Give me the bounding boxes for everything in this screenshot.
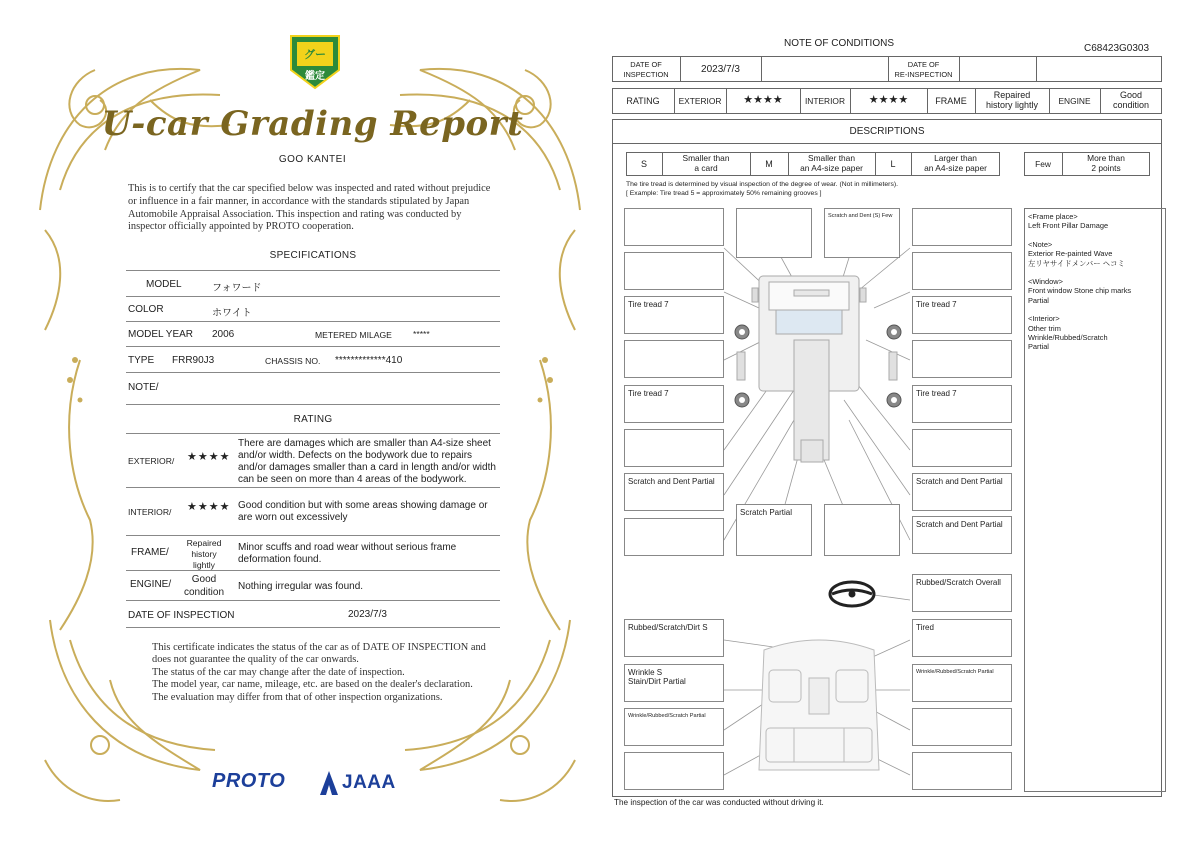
divider	[126, 487, 500, 488]
engine-value	[1100, 90, 1162, 110]
cell-text-line: Wrinkle S	[628, 668, 663, 677]
proto-logo: PROTO	[212, 770, 286, 792]
legend-line: a card	[694, 163, 718, 173]
legend-m: M	[765, 159, 773, 169]
divider	[1036, 56, 1037, 82]
cell-text: Wrinkle/Rubbed/Scratch Partial	[916, 669, 994, 675]
label-line: RE-INSPECTION	[894, 70, 953, 79]
frame-value-line1: Repaired	[186, 538, 222, 548]
value-line: Repaired	[993, 90, 1031, 100]
frame-label: FRAME	[935, 96, 967, 106]
legend-line: Larger than	[934, 153, 977, 163]
note-text: Other trim	[1028, 323, 1061, 333]
note-text: Wrinkle/Rubbed/Scratch	[1028, 333, 1108, 343]
interior-cell-dash	[624, 619, 724, 657]
engine-description: Nothing irregular was found.	[238, 581, 364, 592]
legend-few: Few	[1035, 159, 1051, 169]
disclaimer-line: The model year, car name, mileage, etc. are based on the dealer's declaration.	[152, 679, 473, 691]
exterior-label: EXTERIOR	[678, 96, 722, 106]
tread-note-line: [ Example: Tire tread 5 = approximately 50% remaining grooves ]	[626, 190, 822, 197]
legend-line: 2 points	[1091, 163, 1121, 173]
rating-title: RATING	[293, 414, 333, 425]
divider	[126, 346, 500, 347]
divider	[126, 433, 500, 434]
value-line: condition	[1112, 100, 1150, 110]
cell-text: Scratch Partial	[740, 508, 793, 517]
legend-line: Smaller than	[682, 153, 730, 163]
engine-value-line2: condition	[183, 587, 225, 598]
cell-text: Scratch and Dent Partial	[628, 477, 715, 486]
cell-text: Rubbed/Scratch/Dirt S	[628, 623, 708, 632]
cell-text: Wrinkle/Rubbed/Scratch Partial	[628, 713, 706, 719]
damage-cell	[624, 340, 724, 378]
rating-label: RATING	[626, 96, 660, 106]
divider	[126, 535, 500, 536]
interior-cell	[912, 708, 1012, 746]
damage-cell-rear-left	[736, 504, 812, 556]
damage-cell	[912, 252, 1012, 290]
frame-value-line3: lightly	[193, 560, 215, 570]
damage-cell	[736, 208, 812, 258]
frame-value-line2: history	[191, 549, 217, 559]
cell-text-line: Stain/Dirt Partial	[628, 677, 686, 686]
frame-place-note	[1028, 212, 1162, 231]
date-of-inspection-label: DATE OF INSPECTION	[128, 610, 235, 621]
legend-line: an A4-size paper	[800, 163, 863, 173]
type-value: FRR90J3	[172, 355, 215, 366]
cell-text: Tire tread 7	[628, 300, 669, 309]
note-text: Front window Stone chip marks	[1028, 286, 1132, 296]
interior-cell-driver-seat	[624, 664, 724, 702]
window-note	[1028, 277, 1162, 305]
truck-top-view	[737, 276, 897, 462]
note-heading: <Note>	[1028, 239, 1053, 249]
model-year-value: 2006	[212, 329, 235, 340]
date-of-inspection-value: 2023/7/3	[348, 609, 387, 620]
date-of-inspection-value: 2023/7/3	[701, 64, 740, 75]
label-line: INSPECTION	[623, 70, 669, 79]
damage-cell	[912, 340, 1012, 378]
damage-cell	[824, 504, 900, 556]
note-heading: <Frame place>	[1028, 212, 1078, 221]
jaaa-logo: JAAA	[342, 772, 396, 793]
label-line: DATE OF	[907, 60, 940, 69]
note-text: Partial	[1028, 295, 1049, 305]
note-of-conditions	[604, 0, 1200, 848]
interior-description: Good condition but with some areas showing damage or are worn out excessively	[238, 500, 488, 523]
condition-notes	[1024, 208, 1166, 792]
issuer-logos	[212, 770, 402, 798]
exterior-stars: ★★★★	[187, 451, 231, 463]
damage-cell-left-rear-tire	[624, 385, 724, 423]
interior-stars: ★★★★	[187, 501, 231, 513]
interior-cell-left-trim	[624, 708, 724, 746]
cell-text: Scratch and Dent Partial	[916, 520, 1003, 529]
report-title: U-car Grading Report	[101, 104, 524, 144]
exterior-label: EXTERIOR/	[128, 456, 175, 466]
cell-text: Tire tread 7	[628, 389, 669, 398]
note-heading: <Interior>	[1028, 314, 1060, 324]
damage-cell	[912, 429, 1012, 467]
chassis-value: *************410	[335, 355, 403, 366]
svg-text:鑑定: 鑑定	[305, 71, 325, 82]
legend-line: Smaller than	[807, 153, 855, 163]
divider	[126, 600, 500, 601]
interior-note	[1028, 314, 1162, 352]
certificate-intro: This is to certify that the car specified below was inspected and rated without prejudice or influence in a fair manner, in accordance with the standards stipulated by Japan Automobile Appraisal Association. This inspection and rating was conducted by inspector officially appointed by PROTO cooperation.	[128, 183, 491, 233]
cell-text: Tire tread 7	[916, 389, 957, 398]
svg-text:グー: グー	[304, 48, 326, 61]
engine-label: ENGINE	[1058, 96, 1091, 106]
damage-cell-right-rear-tire	[912, 385, 1012, 423]
divider	[126, 570, 500, 571]
legend-few-text	[1062, 153, 1150, 173]
damage-cell-rear-right	[912, 516, 1012, 554]
divider	[126, 627, 500, 628]
tread-note-line: The tire tread is determined by visual inspection of the degree of wear. (Not in millimeters).	[626, 181, 898, 188]
interior-stars: ★★★★	[868, 94, 909, 106]
cell-text: Tire tread 7	[916, 300, 957, 309]
report-code: C68423G0303	[1084, 43, 1150, 54]
damage-cell-left-front-tire	[624, 296, 724, 334]
conditions-title: NOTE OF CONDITIONS	[784, 38, 894, 49]
color-label: COLOR	[128, 304, 164, 315]
general-note	[1028, 240, 1162, 268]
legend-s: S	[640, 159, 647, 169]
note-text: Partial	[1028, 342, 1049, 352]
interior-cell	[624, 752, 724, 790]
cell-text: Tired	[916, 623, 934, 632]
legend-line: an A4-size paper	[924, 163, 987, 173]
divider	[126, 372, 500, 373]
label-line: DATE OF	[630, 60, 662, 69]
damage-cell	[624, 208, 724, 246]
goo-kantei-badge	[287, 32, 343, 92]
damage-cell-left-side	[624, 473, 724, 511]
damage-cell-front	[824, 208, 900, 258]
divider	[126, 404, 500, 405]
mileage-label: METERED MILAGE	[315, 330, 392, 340]
exterior-description: There are damages which are smaller than A4-size sheet and/or width. Defects on the bodywork due to repairs and/or damages smaller than a card in length and/or width can be seen on more than 4 areas of the bodywork.	[238, 438, 496, 485]
model-label: MODEL	[146, 279, 182, 290]
damage-cell	[624, 429, 724, 467]
damage-cell	[624, 252, 724, 290]
divider	[126, 270, 500, 271]
damage-cell-right-side	[912, 473, 1012, 511]
mileage-value: *****	[413, 329, 430, 339]
chassis-label: CHASSIS NO.	[265, 356, 321, 366]
color-value: ホワイト	[212, 308, 252, 319]
damage-cell	[912, 208, 1012, 246]
engine-label: ENGINE/	[130, 579, 172, 590]
jaaa-mark-icon	[320, 771, 338, 795]
interior-cell-passenger-seat	[912, 664, 1012, 702]
interior-label: INTERIOR/	[128, 507, 172, 517]
frame-label: FRAME/	[131, 547, 169, 558]
note-text: 左リヤサイドメンバー ヘコミ	[1028, 258, 1125, 268]
divider	[126, 296, 500, 297]
inspection-footnote: The inspection of the car was conducted without driving it.	[614, 798, 824, 807]
report-subtitle: GOO KANTEI	[278, 154, 347, 165]
value-line: history lightly	[985, 100, 1039, 110]
exterior-stars: ★★★★	[743, 94, 783, 106]
note-text: Left Front Pillar Damage	[1028, 221, 1109, 231]
engine-value-line1: Good	[191, 574, 217, 585]
disclaimer-line: The status of the car may change after the date of inspection.	[152, 666, 405, 678]
damage-cell	[624, 518, 724, 556]
note-heading: <Window>	[1028, 277, 1063, 287]
disclaimer-line: This certificate indicates the status of the car as of DATE OF INSPECTION and does not guarantee the quality of the car onwards.	[152, 642, 486, 666]
cell-text: Scratch and Dent (S) Few	[828, 213, 893, 219]
model-value: フォワード	[212, 283, 262, 294]
note-text: Exterior Re-painted Wave	[1028, 249, 1113, 259]
specifications-title: SPECIFICATIONS	[269, 250, 357, 261]
note-label: NOTE/	[128, 382, 159, 393]
type-label: TYPE	[128, 355, 155, 366]
interior-cell	[912, 752, 1012, 790]
disclaimer-line: The evaluation may differ from that of other inspection organizations.	[152, 691, 443, 703]
descriptions-title: DESCRIPTIONS	[849, 126, 925, 137]
legend-line: More than	[1087, 153, 1125, 163]
frame-description: Minor scuffs and road wear without serious frame deformation found.	[238, 542, 457, 565]
interior-cell-right-front	[912, 619, 1012, 657]
cell-text: Rubbed/Scratch Overall	[916, 578, 1001, 587]
certificate-disclaimer	[152, 642, 492, 704]
model-year-label: MODEL YEAR	[128, 329, 194, 340]
cell-text: Scratch and Dent Partial	[916, 477, 1003, 486]
cell-text	[628, 668, 686, 686]
damage-cell-right-front-tire	[912, 296, 1012, 334]
interior-top-view	[759, 640, 879, 770]
value-line: Good	[1119, 90, 1143, 100]
divider	[126, 321, 500, 322]
interior-label: INTERIOR	[804, 96, 845, 106]
interior-cell-steering	[912, 574, 1012, 612]
steering-wheel-icon	[830, 582, 874, 606]
legend-l: L	[890, 159, 896, 169]
